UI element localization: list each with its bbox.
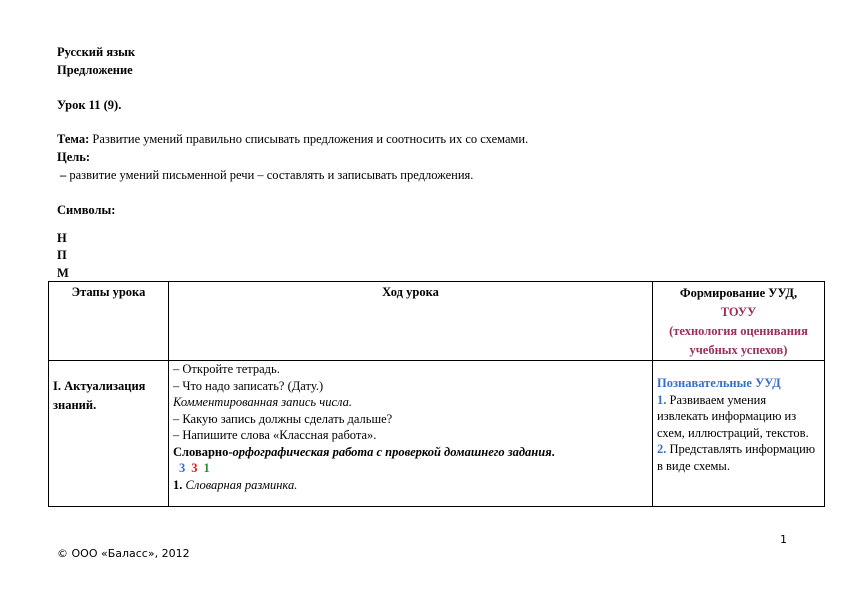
header-stage: Этапы урока (49, 282, 169, 361)
subject-title: Русский язык (57, 45, 136, 59)
vocab-bold-italic: орфографическая работа с проверкой домашнего задания (232, 444, 552, 459)
uud-item-2 (657, 441, 820, 474)
lesson-number: Урок 11 (9). (57, 98, 122, 112)
stage-cell: I. Актуализация знаний. (49, 361, 169, 507)
progress-line-1: – Откройте тетрадь. (173, 362, 280, 376)
symbol-p: П (57, 248, 67, 262)
table-row (49, 361, 825, 507)
uud-item-2-text: Представлять информацию в виде схемы. (657, 442, 816, 473)
goal-line (60, 167, 473, 183)
progress-line-4: – Какую запись должны сделать дальше? (173, 411, 393, 426)
page-number: 1 (780, 533, 787, 546)
uud-title: Познавательные УУД (657, 376, 781, 390)
uud-item-2-number: 2. (657, 442, 667, 456)
warmup-line (173, 477, 648, 494)
warmup-number: 1. (173, 477, 183, 492)
progress-line-2: – Что надо записать? (Дату.) (173, 378, 324, 393)
header-touu: ТОУУ (720, 305, 757, 319)
goal-label: Цель: (57, 150, 91, 164)
number-blue: 3 (179, 461, 186, 475)
header-touu-desc-2: учебных успехов) (689, 343, 788, 357)
symbol-n: Н (57, 231, 67, 245)
vocab-bold: Словарно- (173, 444, 233, 459)
symbol-numbers (173, 460, 648, 477)
symbol-m: М (57, 266, 69, 280)
warmup-text: Словарная разминка. (182, 477, 298, 492)
number-red: 3 (191, 461, 198, 475)
progress-line-3: Комментированная запись числа. (173, 395, 352, 409)
header-uud-title: Формирование УУД, (679, 286, 798, 300)
uud-item-1-text: Развиваем умения извлекать информацию из схем, иллюстраций, текстов. (657, 392, 809, 440)
header-progress: Ход урока (169, 282, 653, 361)
topic-title: Предложение (57, 63, 133, 77)
vocab-end: . (551, 444, 555, 459)
progress-cell (169, 361, 653, 507)
uud-cell (653, 361, 825, 507)
header-uud (653, 282, 825, 361)
header-touu-desc-1: (технология оценивания (669, 324, 808, 338)
theme-line (57, 131, 528, 147)
goal-text: развитие умений письменной речи – составлять и записывать предложения. (66, 168, 474, 182)
theme-text: Развитие умений правильно списывать предложения и соотносить их со схемами. (89, 132, 529, 146)
uud-item-1-number: 1. (657, 392, 667, 407)
vocab-work-line (173, 444, 648, 461)
number-green: 1 (203, 461, 210, 475)
table-header-row (49, 282, 825, 361)
goal-dash: – (60, 168, 67, 182)
copyright-footer: © ООО «Баласс», 2012 (57, 547, 190, 560)
lesson-table (48, 281, 825, 507)
progress-line-5: – Напишите слова «Классная работа». (173, 428, 377, 442)
theme-label: Тема: (57, 132, 90, 146)
uud-item-1 (657, 392, 820, 442)
symbols-label: Символы: (57, 203, 116, 217)
